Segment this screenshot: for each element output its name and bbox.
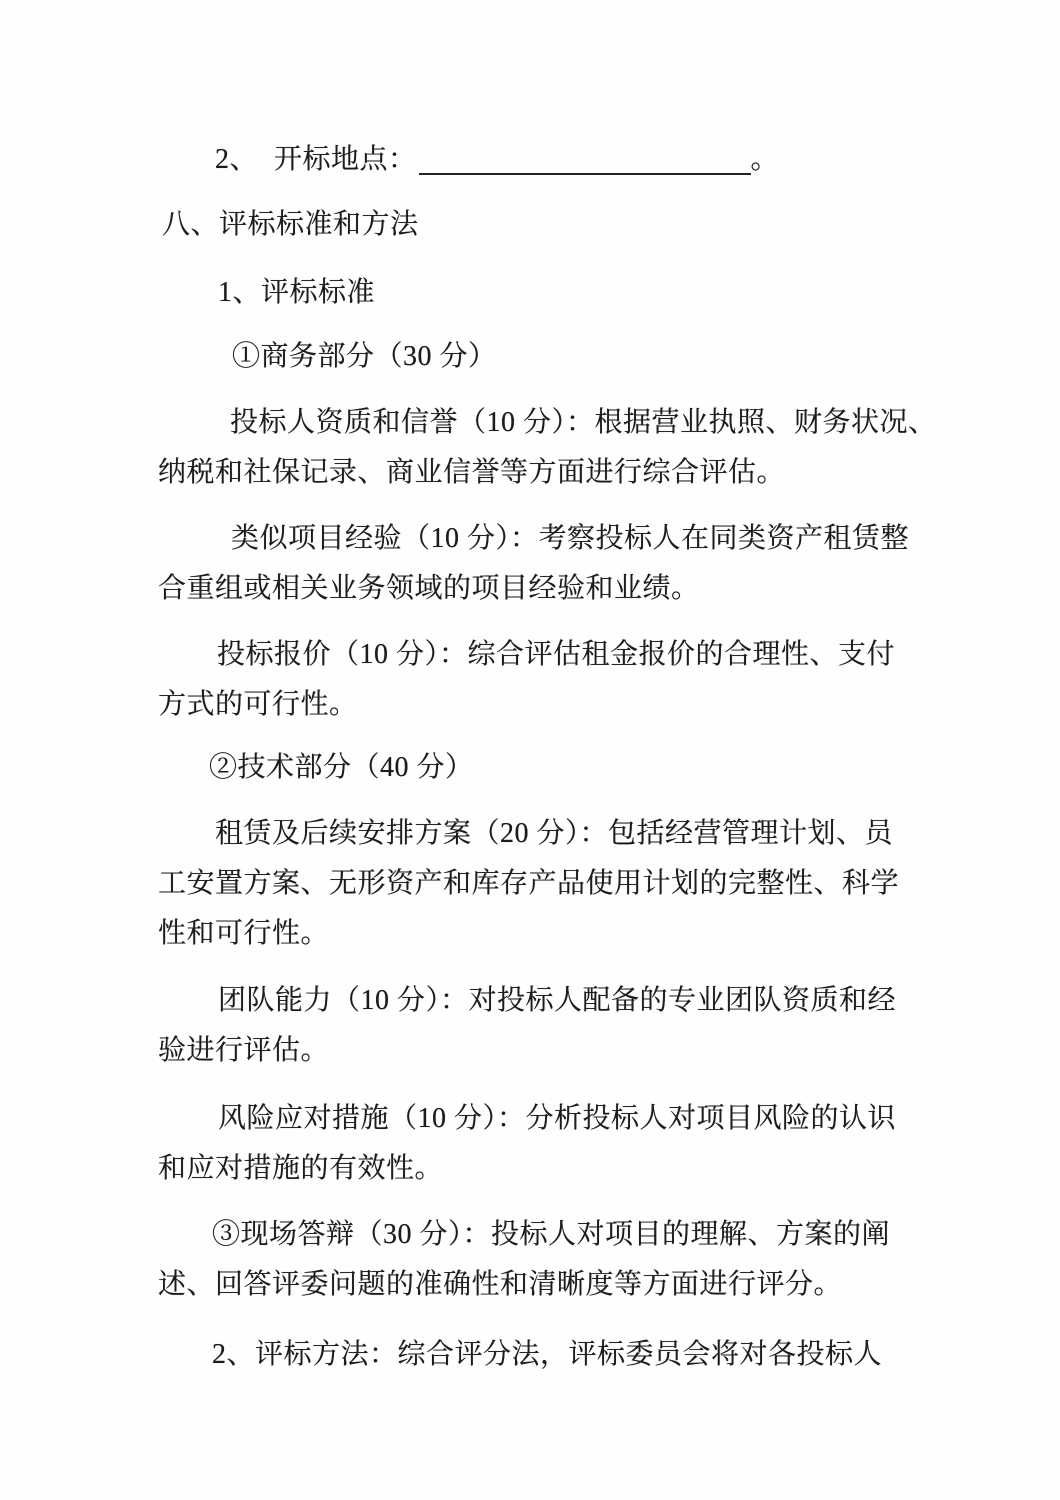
para-lease-plan-line-2: 工安置方案、无形资产和库存产品使用计划的完整性、科学 [158, 868, 900, 899]
period-mark: 。 [750, 144, 780, 175]
para-bidder-qualification-line-2: 纳税和社保记录、商业信誉等方面进行综合评估。 [158, 457, 786, 488]
section-heading-evaluation-criteria-and-method: 八、评标标准和方法 [162, 209, 419, 240]
para-onsite-defense-line-1: ③现场答辩（30 分）：投标人对项目的理解、方案的阐 [212, 1219, 891, 1250]
para-evaluation-method-line-1: 2、评标方法：综合评分法，评标委员会将对各投标人 [212, 1339, 883, 1370]
para-team-capability-line-1: 团队能力（10 分）：对投标人配备的专业团队资质和经 [218, 985, 897, 1016]
para-onsite-defense-line-2: 述、回答评委问题的准确性和清晰度等方面进行评分。 [158, 1269, 843, 1300]
bid-opening-location-label: 开标地点： [274, 144, 417, 175]
para-risk-measures-line-1: 风险应对措施（10 分）：分析投标人对项目风险的认识 [218, 1103, 897, 1134]
para-lease-plan-line-1: 租赁及后续安排方案（20 分）：包括经营管理计划、员 [215, 818, 894, 849]
subheading-evaluation-criteria: 1、评标标准 [218, 277, 376, 308]
para-bid-price-line-1: 投标报价（10 分）：综合评估租金报价的合理性、支付 [217, 639, 896, 670]
heading-business-part: ①商务部分（30 分） [232, 341, 497, 372]
para-similar-experience-line-1: 类似项目经验（10 分）：考察投标人在同类资产租赁整 [231, 523, 910, 554]
blank-underline-field [419, 173, 751, 175]
para-risk-measures-line-2: 和应对措施的有效性。 [158, 1153, 444, 1184]
para-bidder-qualification-line-1: 投标人资质和信誉（10 分）：根据营业执照、财务状况、 [230, 407, 937, 438]
para-lease-plan-line-3: 性和可行性。 [158, 918, 330, 949]
clause-number: 2、 [215, 144, 259, 175]
heading-technical-part: ②技术部分（40 分） [209, 752, 474, 783]
para-bid-price-line-2: 方式的可行性。 [158, 689, 358, 720]
para-team-capability-line-2: 验进行评估。 [158, 1035, 330, 1066]
para-similar-experience-line-2: 合重组或相关业务领域的项目经验和业绩。 [158, 573, 700, 604]
bid-opening-location-line [215, 143, 779, 177]
